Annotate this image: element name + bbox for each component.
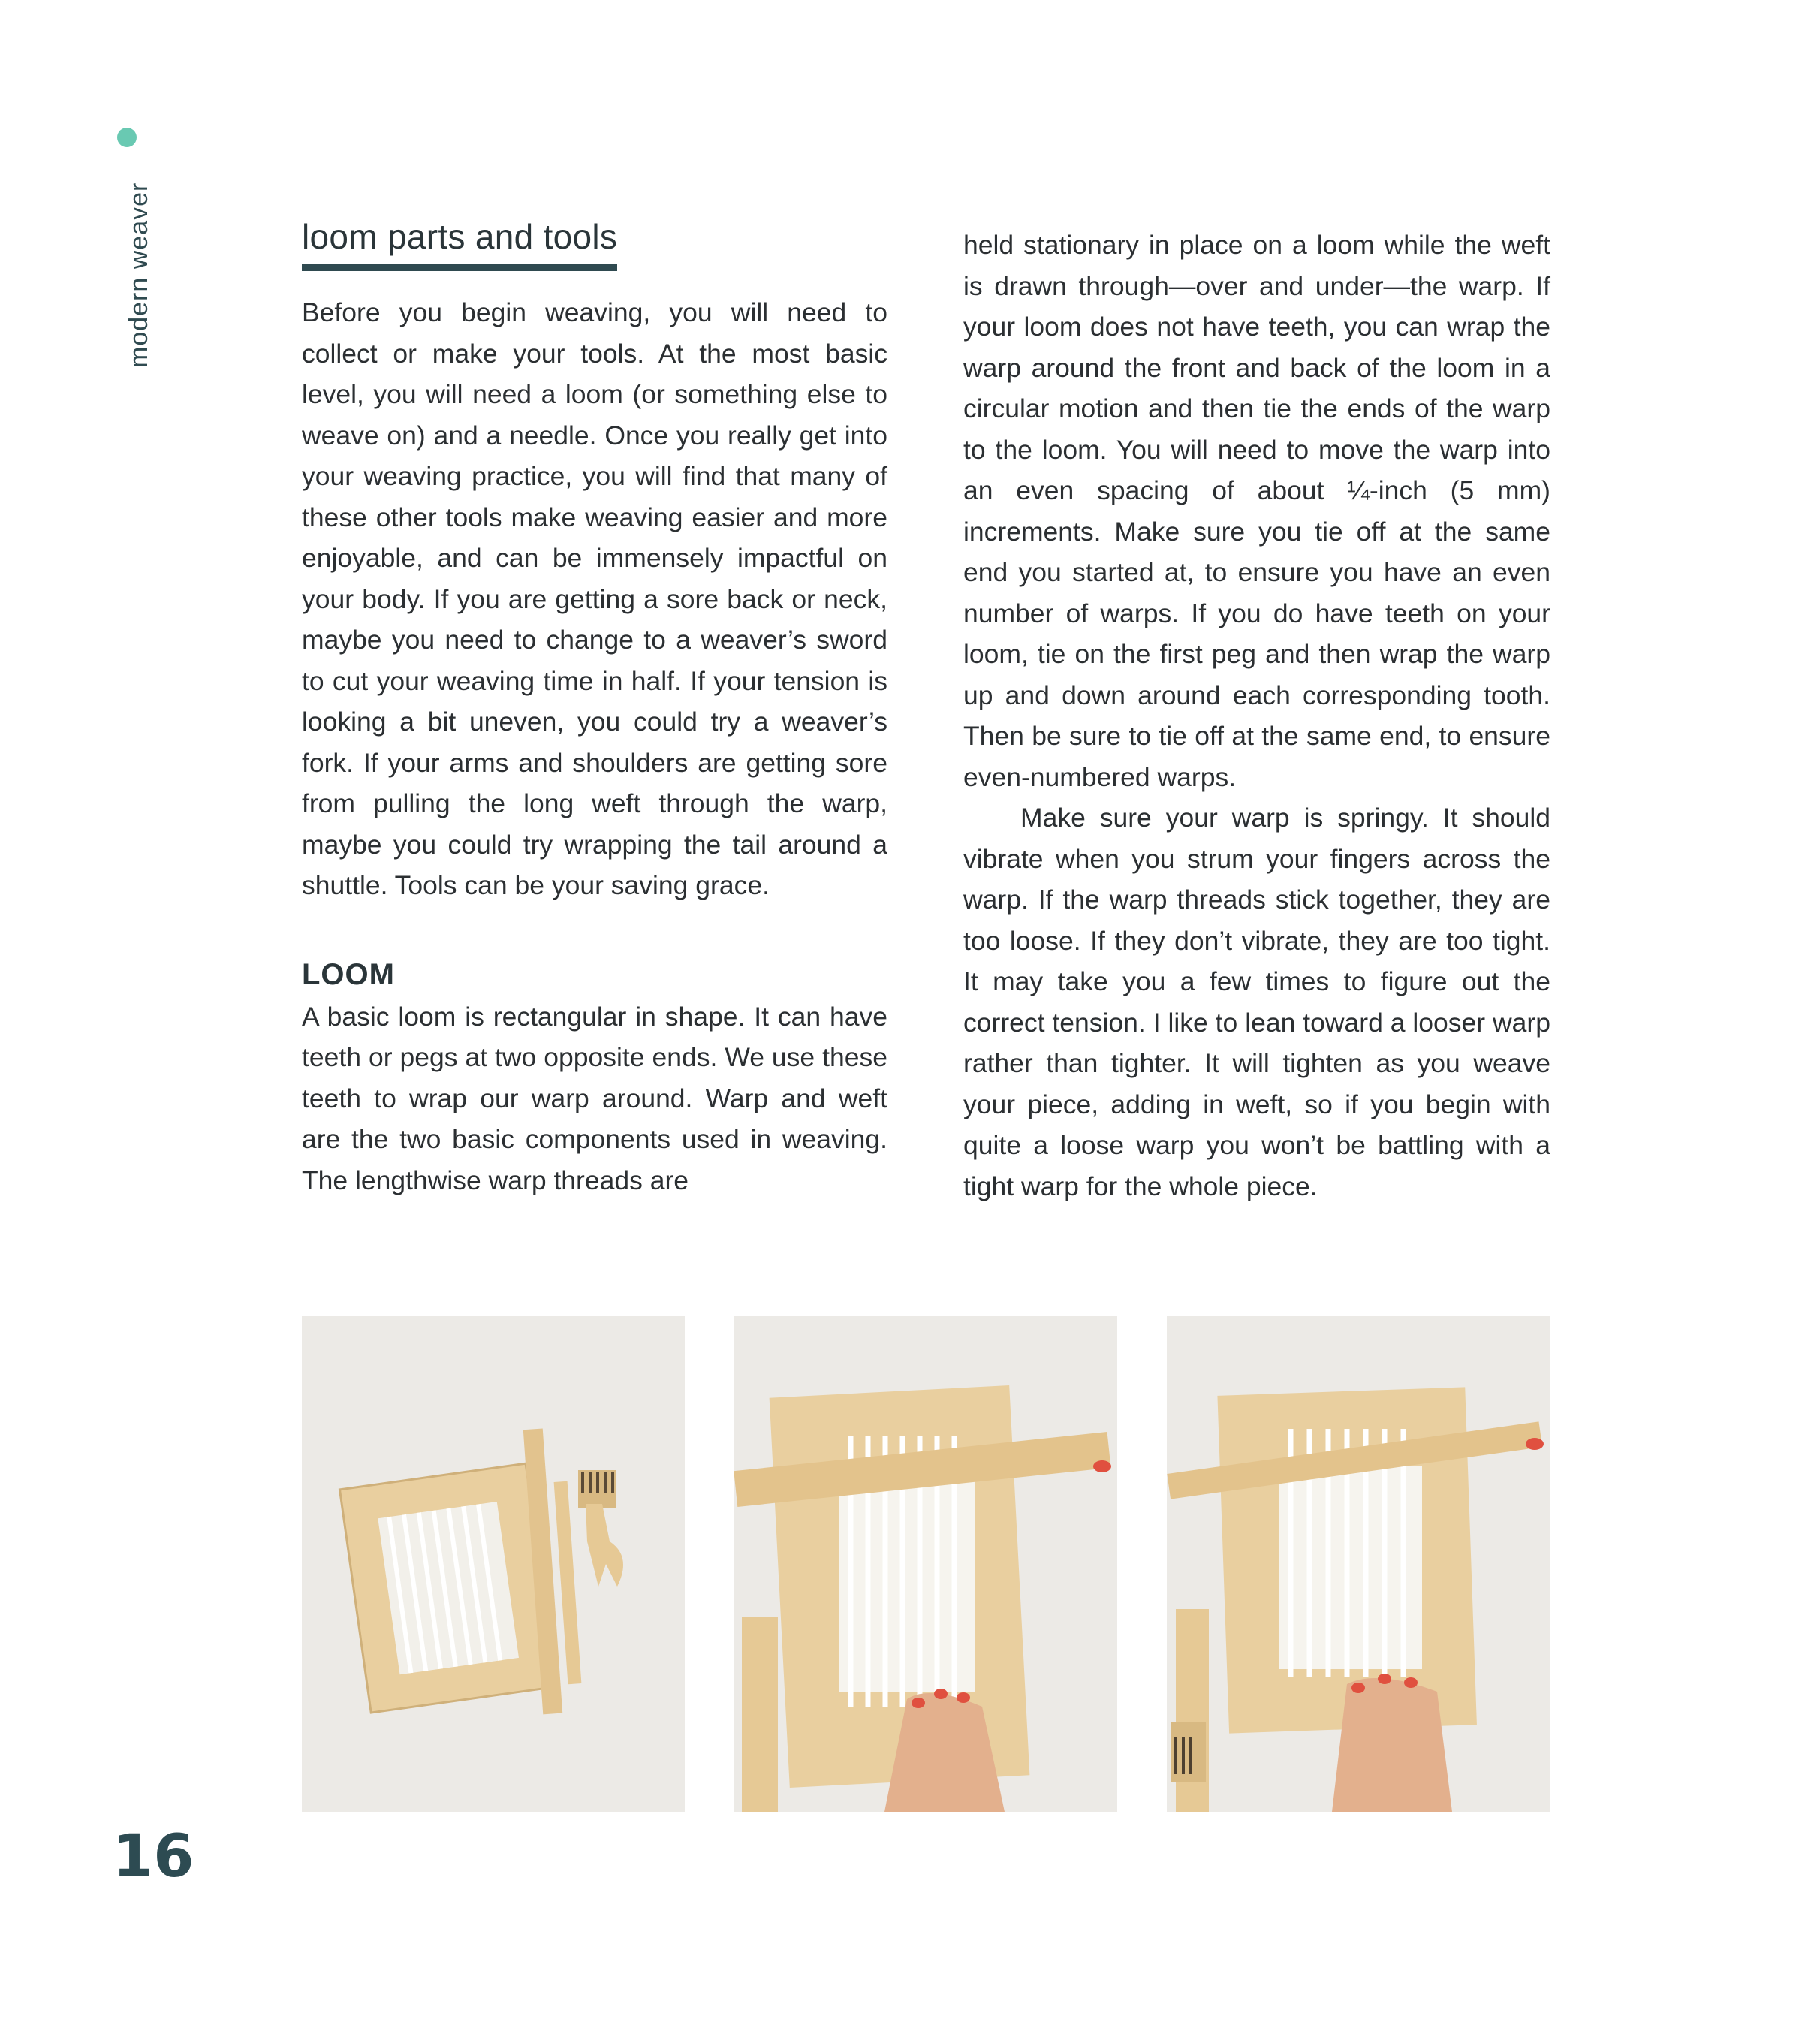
loom-subheading: LOOM — [302, 957, 395, 991]
running-head-title: modern weaver — [125, 182, 153, 368]
loom-sword-illustration — [734, 1316, 1117, 1812]
left-column — [302, 216, 887, 1201]
loom-tools-photo — [302, 1316, 685, 1812]
loom-fork-illustration — [1167, 1316, 1550, 1812]
loom-fork-photo — [1167, 1316, 1550, 1812]
section-heading-wrap — [302, 216, 887, 271]
intro-paragraph: Before you begin weaving, you will need to collect or make your tools. At the most basic level, you will need a loom (or something else to weave on) and a needle. Once you really get into your weaving practice, you will find that many of these other tools make weaving easier and more enjoyable, and can be immensely impactful on your body. If you are getting a sore back or neck, maybe you need to change to a weaver’s sword to cut your weaving time in half. If your tension is looking a bit uneven, you could try a weaver’s fork. If your arms and shoulders are getting sore from pulling the long weft through the warp, maybe you could try wrapping the tail around a shuttle. Tools can be your saving grace. — [302, 297, 887, 900]
section-heading: loom parts and tools — [302, 216, 617, 271]
tension-paragraph: Make sure your warp is springy. It should vibrate when you strum your fingers across the warp. If the warp threads stick together, they are too loose. If they don’t vibrate, they are too tight. It may take you a few times to figure out the correct tension. I like to lean toward a looser warp rather than tighter. It will tighten as you weave your piece, adding in weft, so if you begin with quite a loose warp you won’t be battling with a tight warp for the whole piece. — [963, 803, 1550, 1201]
loom-paragraph-left: A basic loom is rectangular in shape. It can have teeth or pegs at two opposite ends. We use these teeth to wrap our warp around. Warp and weft are the two basic components used in weaving. The lengthwise warp threads are — [302, 1001, 887, 1195]
accent-dot-icon — [117, 128, 137, 147]
right-column — [963, 224, 1550, 1207]
loom-tools-illustration — [302, 1316, 685, 1812]
photo-strip — [302, 1316, 1548, 1812]
page-number: 16 — [113, 1823, 194, 1891]
loom-paragraph-right: held stationary in place on a loom while the weft is drawn through—over and under—the warp. If your loom does not have teeth, you can wrap the warp around the front and back of the loom in a circular motion and then tie the ends of the warp to the loom. You will need to move the warp into an even spacing of about ¼-inch (5 mm) increments. Make sure you tie off at the same end you started at, to ensure you have an even number of warps. If you do have teeth on your loom, tie on the first peg and then wrap the warp up and down around each corresponding tooth. Then be sure to tie off at the same end, to ensure even-numbered warps. — [963, 230, 1550, 792]
loom-sword-photo — [734, 1316, 1117, 1812]
